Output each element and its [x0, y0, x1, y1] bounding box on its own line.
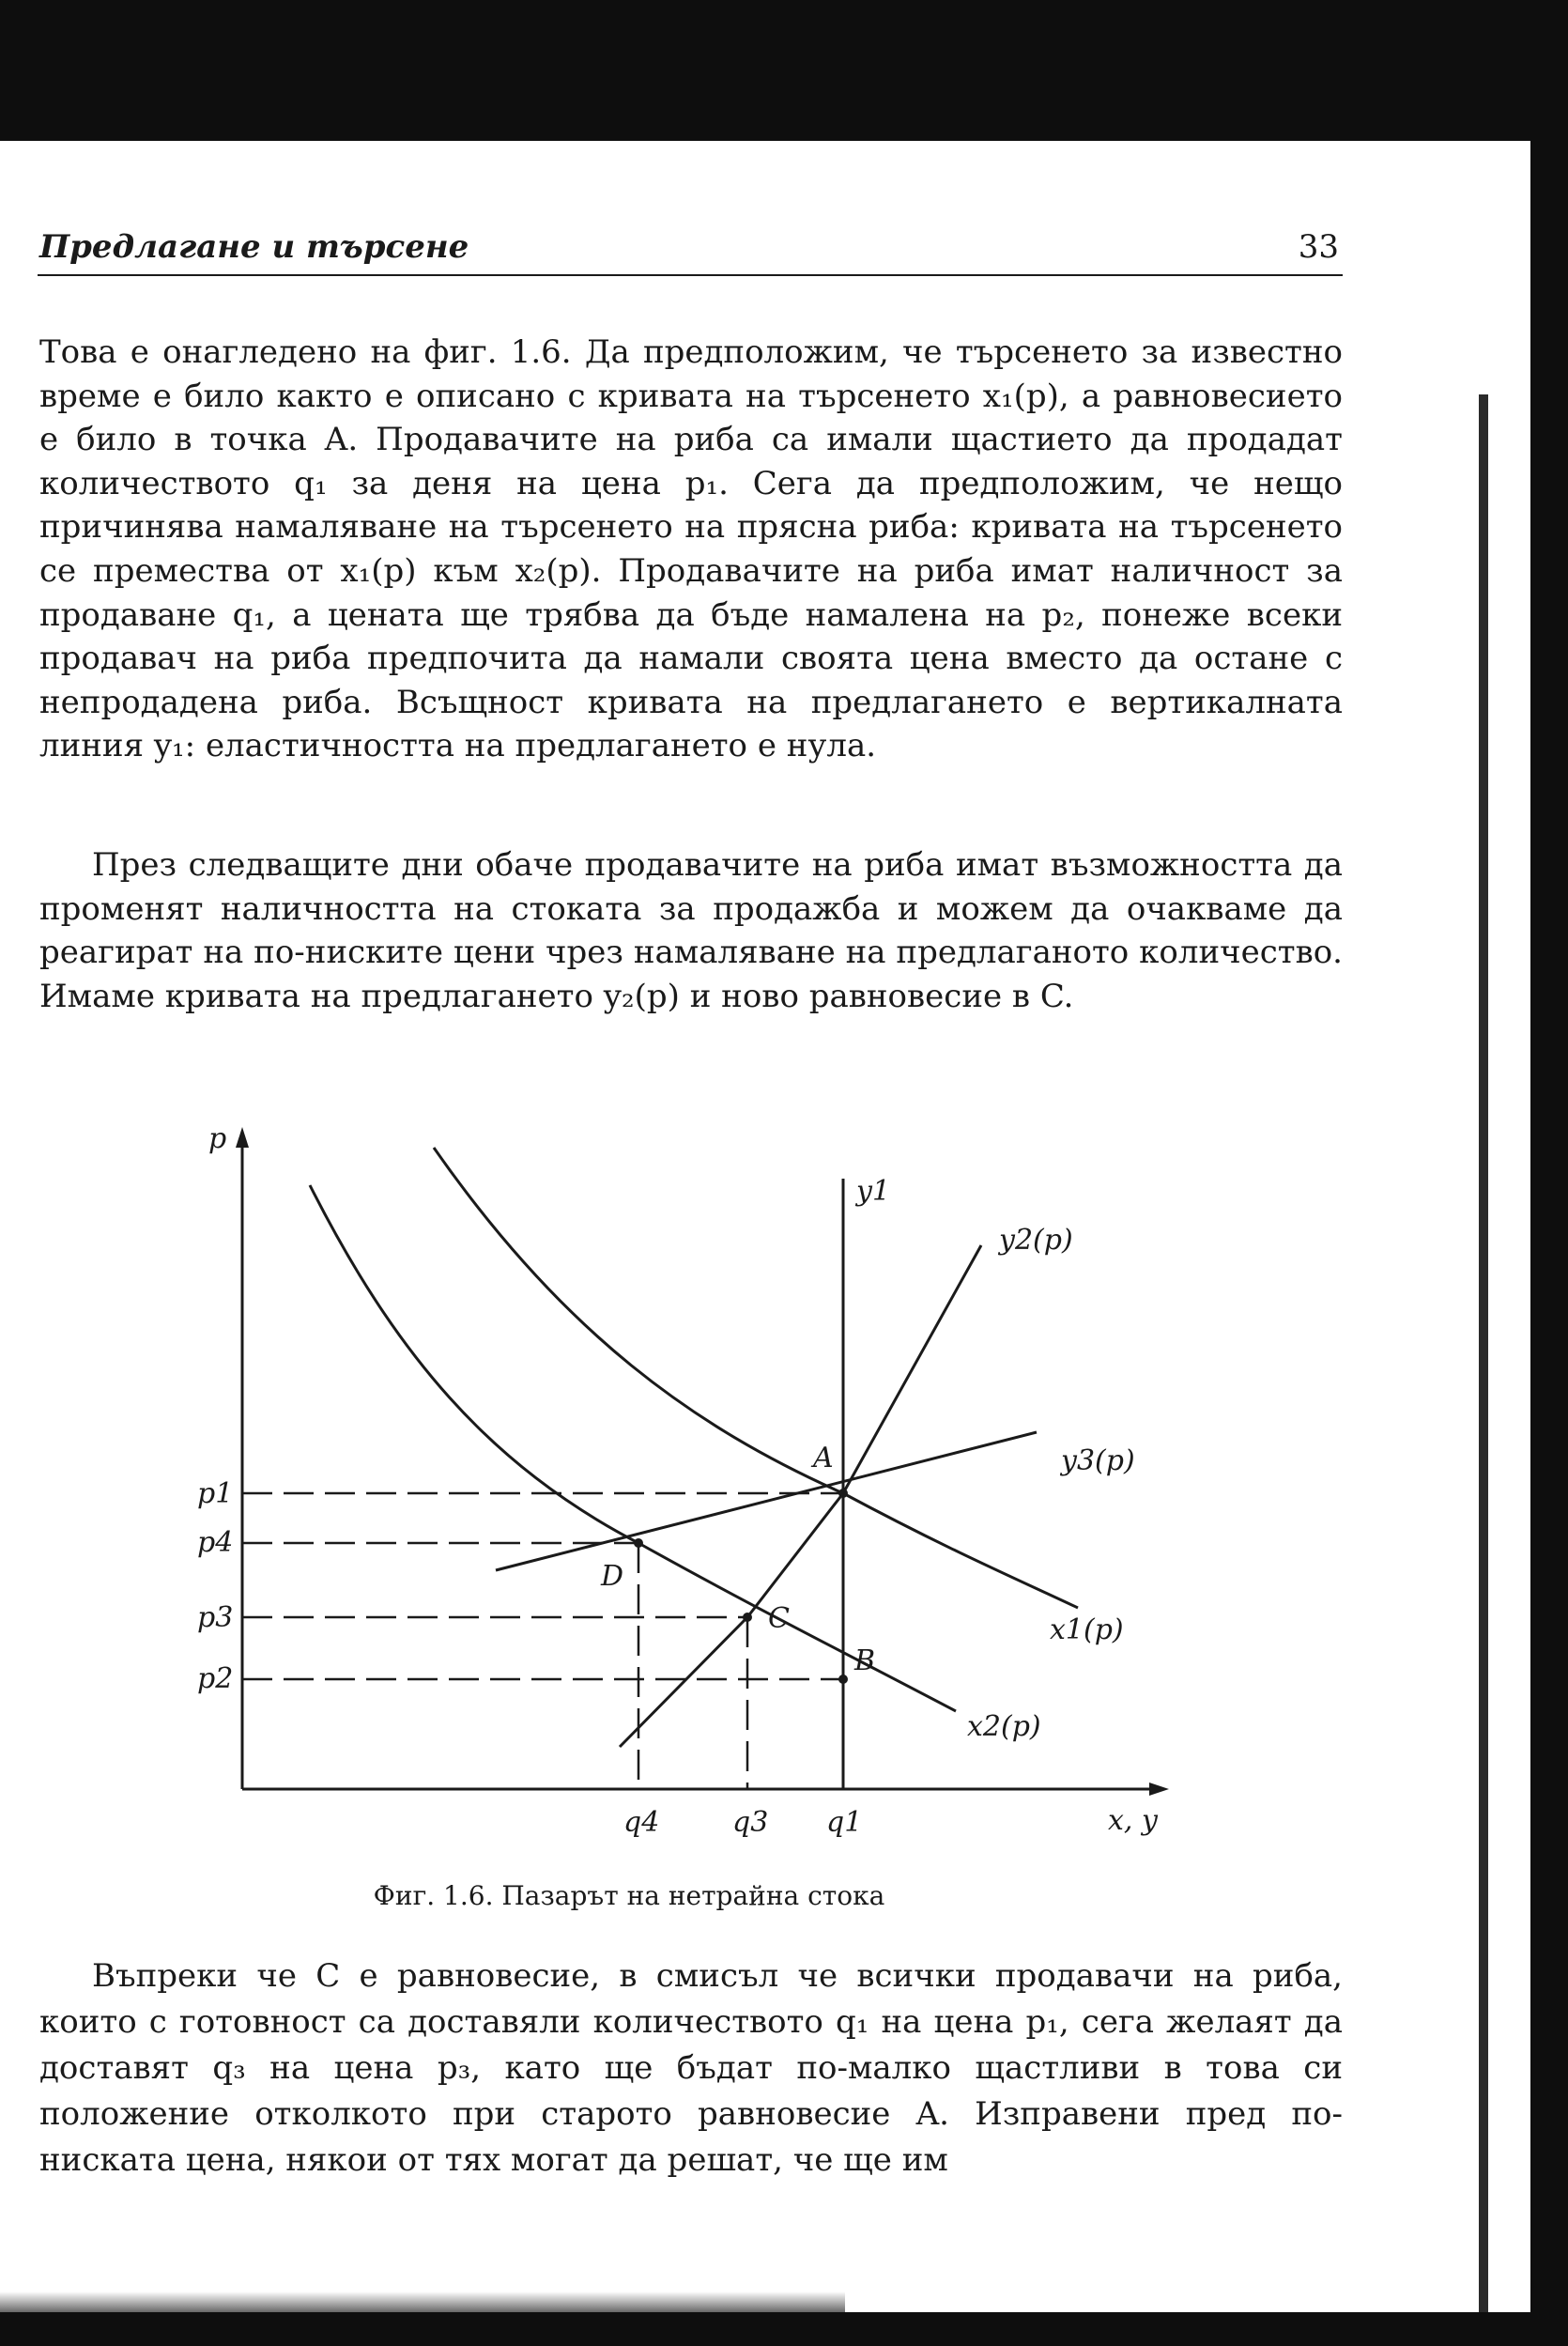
label-B: B	[854, 1644, 876, 1677]
point-C	[743, 1613, 752, 1622]
paragraph-1-text: Това е онагледено на фиг. 1.6. Да предположим, че търсенето за известно време е било както е описано с кривата на търсенето x₁(p), а равновесието е било в точка A. Продавачите на риба са имали щастието да продадат количеството q₁ за деня на цена p₁. Сега да предположим, че нещо причинява намаляване на търсенето на прясна риба: кривата на търсенето се премества от x₁(p) към x₂(p). Продавачите на риба имат наличност за продаване q₁, а цената ще трябва да бъде намалена на p₂, понеже всеки продавач на риба предпочита да намали своята цена вместо да остане с непродадена риба. Всъщност кривата на предлагането е вертикалната линия y₁: еластичността на предлагането е нула.	[39, 333, 1343, 765]
label-y3: y3(p)	[1061, 1444, 1135, 1477]
label-p3: p3	[197, 1601, 234, 1634]
supply-curve-y2	[620, 1245, 981, 1747]
point-A	[838, 1489, 848, 1498]
page-number: 33	[1298, 228, 1339, 266]
figure-caption: Фиг. 1.6. Пазарът на нетрайна стока	[373, 1880, 885, 1911]
y-axis-label: p	[208, 1122, 227, 1155]
scan-shadow-bottom	[0, 2292, 845, 2314]
x-axis-label: x, y	[1108, 1804, 1158, 1837]
label-q4: q4	[623, 1806, 660, 1839]
point-D	[634, 1538, 643, 1548]
paragraph-1	[39, 331, 1343, 768]
label-p1: p1	[197, 1477, 234, 1510]
paragraph-2	[39, 843, 1343, 1018]
paragraph-2-text: През следващите дни обаче продавачите на риба имат възможността да променят наличността на стоката за продажба и можем да очакваме да реагират на по-ниските цени чрез намаляване на предлаганото количество. Имаме кривата на предлагането y₂(p) и ново равновесие в C.	[39, 846, 1343, 1015]
label-p2: p2	[197, 1662, 234, 1695]
label-q1: q1	[826, 1806, 863, 1839]
scan-border-top	[0, 0, 1568, 141]
label-x2: x2(p)	[967, 1710, 1041, 1743]
label-C: C	[768, 1602, 790, 1635]
demand-curve-x2	[310, 1185, 956, 1711]
running-header-title: Предлагане и търсене	[39, 228, 469, 266]
dashed-guides	[242, 1493, 843, 1789]
header-rule	[38, 274, 1343, 276]
label-y2: y2(p)	[999, 1224, 1073, 1257]
label-A: A	[813, 1442, 834, 1474]
y-axis-arrow	[236, 1127, 249, 1148]
label-y1: y1	[856, 1175, 891, 1208]
label-x1: x1(p)	[1050, 1613, 1124, 1646]
supply-demand-diagram	[0, 1108, 1568, 1935]
scan-border-bottom	[0, 2312, 1568, 2346]
paragraph-3-text: Въпреки че C е равновесие, в смисъл че всички продавачи на риба, които с готовност са доставяли количеството q₁ на цена p₁, сега желаят да доставят q₃ на цена p₃, като ще бъдат по-малко щастливи в това си положение отколкото при старото равновесие A. Изправени пред по-ниската цена, някои от тях могат да решат, че ще им	[39, 1957, 1343, 2179]
label-q3: q3	[732, 1806, 769, 1839]
x-axis-arrow	[1149, 1783, 1169, 1796]
demand-curve-x1	[434, 1148, 1078, 1608]
label-p4: p4	[197, 1526, 234, 1559]
label-D: D	[601, 1560, 624, 1593]
paragraph-3	[39, 1953, 1343, 2184]
figure-1-6	[0, 1108, 1568, 1935]
point-B	[838, 1675, 848, 1684]
